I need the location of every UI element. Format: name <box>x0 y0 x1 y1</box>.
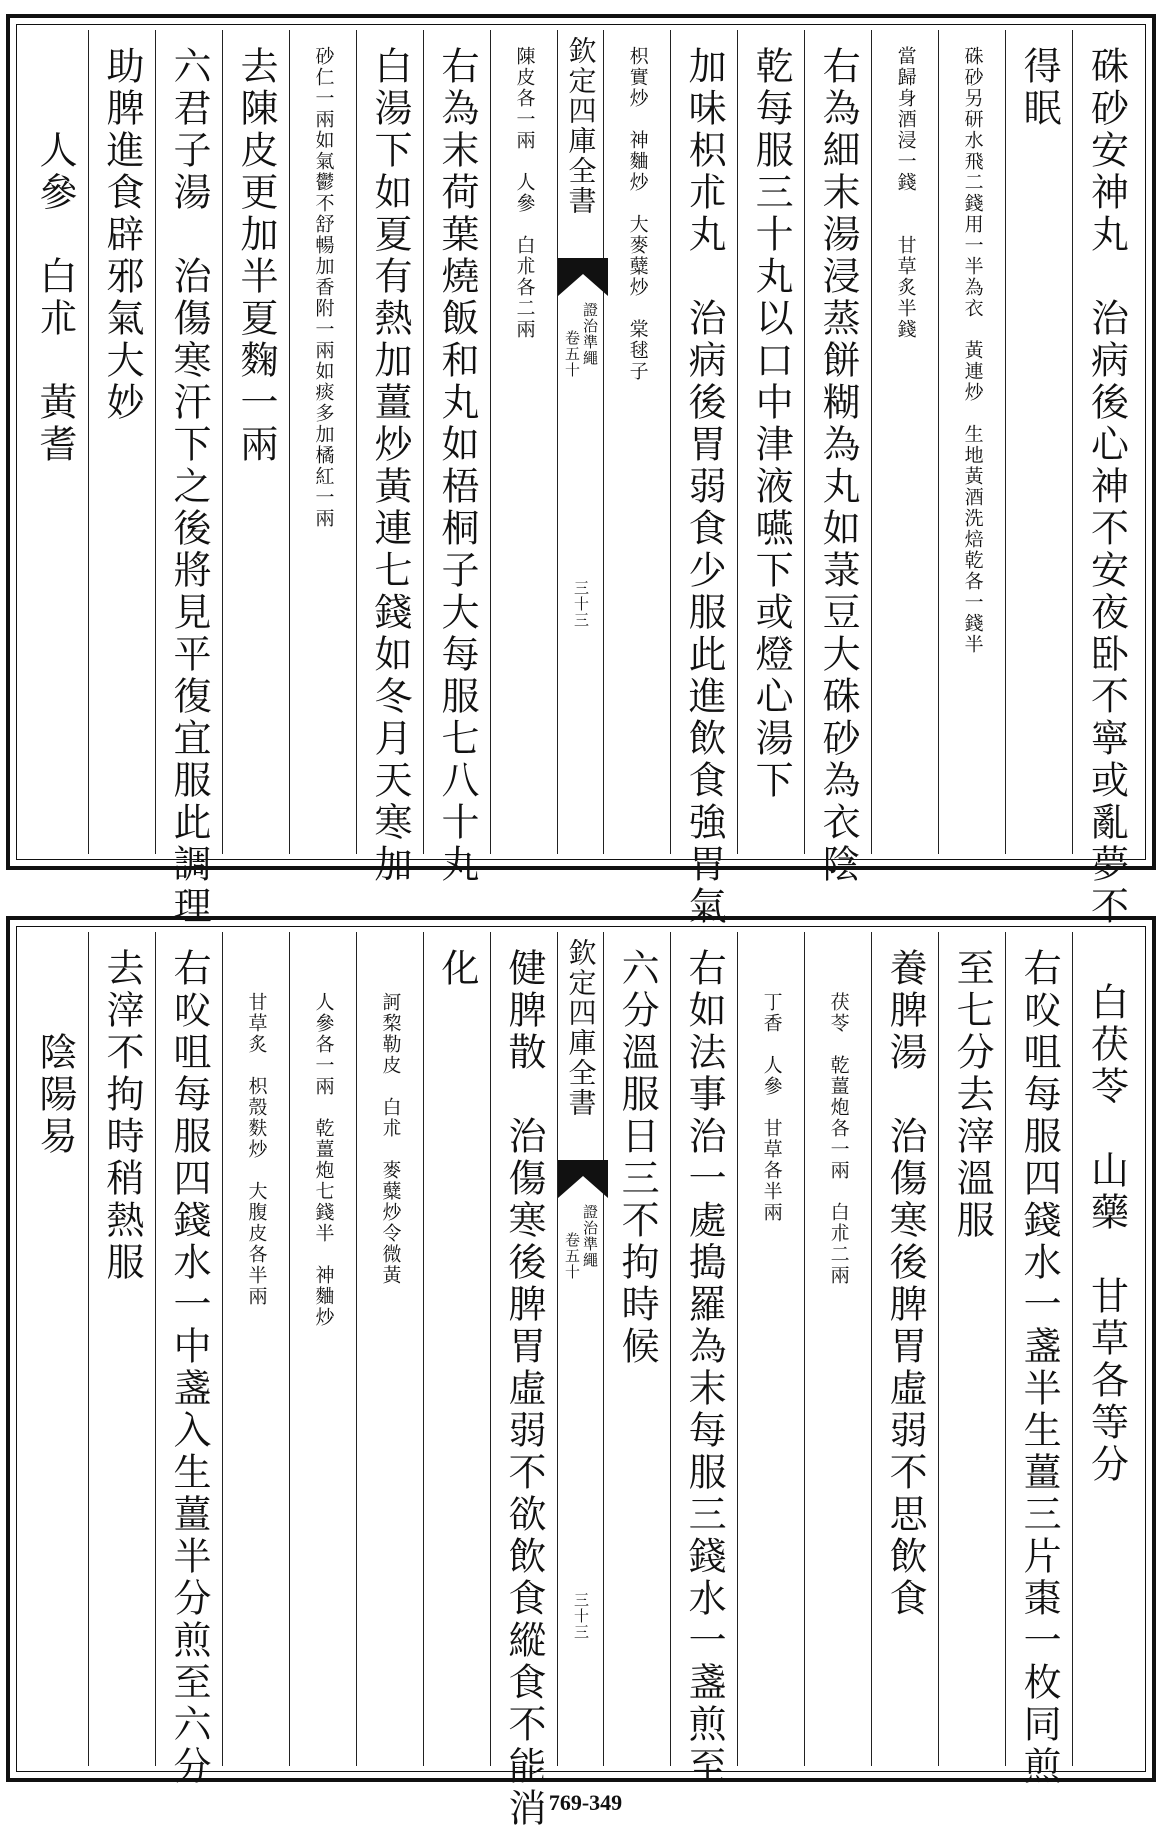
fishtail-mark-icon <box>558 1160 608 1198</box>
text-line: 陳皮各一兩 人參 白朮各二兩 <box>513 46 536 340</box>
text-column <box>1006 932 1073 1788</box>
text-column <box>156 932 223 1788</box>
text-line: 右㕮咀每服四錢水一中盞入生薑半分煎至六分 <box>166 948 211 1788</box>
text-line: 陰陽易 <box>32 1032 77 1158</box>
text-line: 右為細末湯浸蒸餅糊為丸如菉豆大硃砂為衣陰 <box>816 46 861 886</box>
text-line: 甘草炙 枳殼麩炒 大腹皮各半兩 <box>245 992 268 1307</box>
text-column <box>939 30 1006 854</box>
text-line: 六分溫服日三不拘時候 <box>615 948 660 1368</box>
text-line: 茯苓 乾薑炮各一兩 白朮二兩 <box>827 992 850 1286</box>
text-line: 右㕮咀每服四錢水一盞半生薑三片棗一枚同煎 <box>1017 948 1062 1788</box>
text-column <box>1073 932 1140 1766</box>
text-column <box>424 932 491 1766</box>
text-line: 去陳皮更加半夏麴一兩 <box>233 46 278 466</box>
text-line: 右為末荷葉燒飯和丸如梧桐子大每服七八十丸 <box>434 46 479 886</box>
text-line: 人參各一兩 乾薑炮七錢半 神麯炒 <box>312 992 335 1328</box>
text-column <box>290 30 357 854</box>
text-column <box>22 30 89 854</box>
book-name: 證治準繩 <box>581 302 600 366</box>
text-line: 乾每服三十丸以口中津液嚥下或燈心湯下 <box>749 46 794 802</box>
text-line: 白湯下如夏有熱加薑炒黃連七錢如冬月天寒加 <box>367 46 412 886</box>
text-column <box>357 30 424 886</box>
text-column <box>604 932 671 1766</box>
top-page <box>6 14 1156 928</box>
text-line: 養脾湯 治傷寒後脾胃虛弱不思飲食 <box>883 948 928 1620</box>
top-columns <box>22 30 1140 928</box>
text-column <box>671 30 738 928</box>
text-column <box>805 932 872 1766</box>
text-line: 至七分去滓溫服 <box>950 948 995 1242</box>
text-line: 當歸身酒浸一錢 甘草炙半錢 <box>894 46 917 340</box>
book-title: 欽定四庫全書 <box>564 938 598 1118</box>
text-column <box>805 30 872 886</box>
text-column <box>424 30 491 886</box>
text-column <box>491 932 558 1830</box>
text-line: 訶棃勒皮 白朮 麥糵炒令微黃 <box>379 992 402 1286</box>
text-line: 人參 白朮 黃耆 <box>32 130 77 466</box>
text-column <box>89 932 156 1766</box>
book-name: 證治準繩 <box>581 1204 600 1268</box>
text-column <box>491 30 558 854</box>
leaf-number: 三十三 <box>572 1592 591 1640</box>
text-line: 白茯苓 山藥 甘草各等分 <box>1084 982 1129 1486</box>
fishtail-mark-icon <box>558 258 608 296</box>
text-column <box>290 932 357 1766</box>
book-title: 欽定四庫全書 <box>564 36 598 216</box>
text-column <box>156 30 223 928</box>
text-line: 六君子湯 治傷寒汗下之後將見平復宜服此調理 <box>166 46 211 928</box>
text-column <box>872 30 939 854</box>
page-number: 769-349 <box>548 1790 623 1815</box>
text-line: 硃砂安神丸 治病後心神不安夜卧不寧或亂夢不 <box>1084 46 1129 928</box>
text-column <box>223 30 290 854</box>
text-line: 右如法事治一處搗羅為末每服三錢水一盞煎至 <box>682 948 727 1788</box>
fold-column <box>558 932 604 1766</box>
text-column <box>1073 30 1140 928</box>
text-line: 枳實炒 神麯炒 大麥糵炒 棠毬子 <box>626 46 649 382</box>
text-line: 化 <box>434 948 479 990</box>
text-column <box>872 932 939 1766</box>
text-line: 得眠 <box>1017 46 1062 130</box>
text-line: 加味枳朮丸 治病後胃弱食少服此進飲食強胃氣 <box>682 46 727 928</box>
text-column <box>939 932 1006 1766</box>
fold-column <box>558 30 604 854</box>
text-line: 硃砂另研水飛二錢用一半為衣 黃連炒 生地黃酒洗焙乾各一錢半 <box>961 46 984 655</box>
text-column <box>357 932 424 1766</box>
juan-number: 卷五十 <box>563 1232 581 1280</box>
text-line: 健脾散 治傷寒後脾胃虛弱不欲飲食縱食不能消 <box>501 948 546 1830</box>
text-column <box>1006 30 1073 854</box>
juan-number: 卷五十 <box>563 330 581 378</box>
text-column <box>89 30 156 854</box>
leaf-number: 三十三 <box>572 580 591 628</box>
text-column <box>671 932 738 1788</box>
text-column <box>223 932 290 1766</box>
text-line: 丁香 人參 甘草各半兩 <box>760 992 783 1223</box>
text-line: 去滓不拘時稍熱服 <box>99 948 144 1284</box>
text-line: 助脾進食辟邪氣大妙 <box>99 46 144 424</box>
text-column <box>738 30 805 854</box>
text-line: 砂仁一兩如氣鬱不舒暢加香附一兩如痰多加橘紅一兩 <box>312 46 335 529</box>
text-column <box>738 932 805 1766</box>
text-column <box>604 30 671 854</box>
text-column <box>22 932 89 1766</box>
